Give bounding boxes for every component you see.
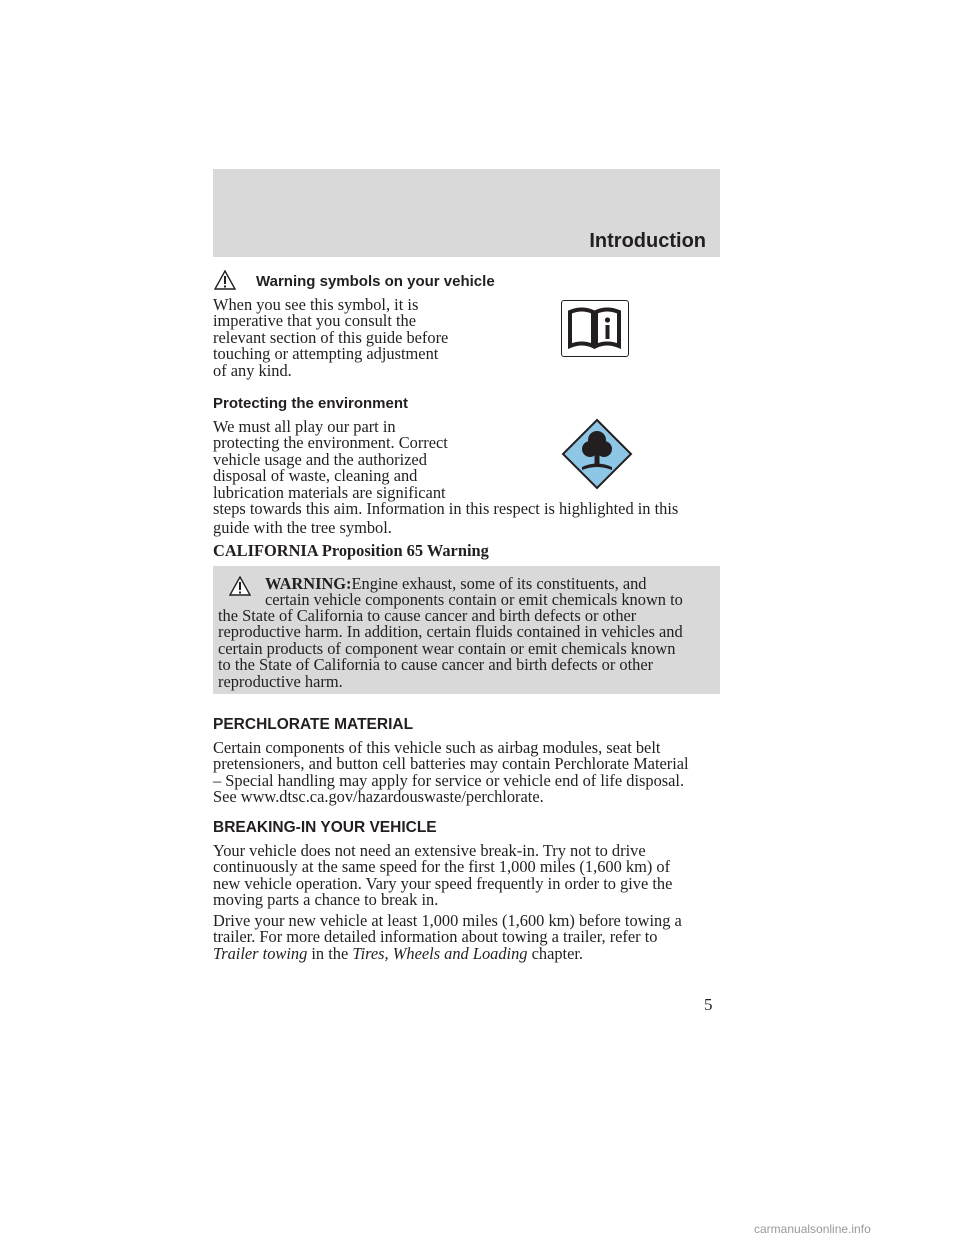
text-line-mixed — [213, 943, 720, 963]
text-line: certain vehicle components contain or emit chemicals known to — [265, 590, 683, 610]
text-line: of any kind. — [213, 360, 292, 380]
warning-triangle-icon — [229, 576, 251, 596]
tree-symbol-icon — [561, 418, 633, 490]
text-line: touching or attempting adjustment — [213, 344, 439, 364]
text-line: continuously at the same speed for the first 1,000 miles (1,600 km) of — [213, 857, 671, 877]
text-line: guide with the tree symbol. — [213, 518, 392, 538]
text-line: moving parts a chance to break in. — [213, 890, 439, 910]
section-header-band — [213, 169, 720, 257]
perchlorate-body — [213, 740, 720, 806]
warning-symbols-body — [213, 297, 483, 379]
text-line: Certain components of this vehicle such as airbag modules, seat belt — [213, 738, 661, 757]
text-line: lubrication materials are significant — [213, 482, 446, 502]
environment-heading: Protecting the environment — [213, 395, 409, 412]
text-line: new vehicle operation. Vary your speed frequently in order to give the — [213, 873, 673, 893]
california-heading: CALIFORNIA Proposition 65 Warning — [213, 541, 489, 560]
breaking-in-para2 — [213, 913, 720, 962]
breaking-in-para1 — [213, 843, 720, 909]
text-line: reproductive harm. In addition, certain fluids contained in vehicles and — [218, 622, 683, 642]
manual-book-icon — [561, 300, 629, 357]
text-line: vehicle usage and the authorized — [213, 449, 427, 469]
text-span: chapter. — [527, 943, 584, 963]
text-line: to the State of California to cause cancer and birth defects or other — [218, 655, 654, 675]
trailer-towing-ref: Trailer towing — [213, 943, 308, 963]
text-line: disposal of waste, cleaning and — [213, 466, 418, 486]
text-line: Your vehicle does not need an extensive break-in. Try not to drive — [213, 841, 646, 860]
text-span: in the — [307, 943, 353, 963]
text-line: the State of California to cause cancer and birth defects or other — [218, 606, 637, 625]
text-line: trailer. For more detailed information about towing a trailer, refer to — [213, 927, 658, 947]
page-number: 5 — [704, 995, 713, 1014]
text-line: See www.dtsc.ca.gov/hazardouswaste/perchlorate. — [213, 787, 544, 807]
text-line: Engine exhaust, some of its constituents, and — [351, 574, 647, 593]
warning-triangle-icon — [214, 270, 236, 290]
text-line: Drive your new vehicle at least 1,000 miles (1,600 km) before towing a — [213, 911, 682, 930]
text-line: steps towards this aim. Information in this respect is highlighted in this — [213, 499, 679, 519]
text-line: We must all play our part in — [213, 417, 396, 436]
text-line: protecting the environment. Correct — [213, 433, 448, 453]
text-line: imperative that you consult the — [213, 311, 417, 331]
text-line: When you see this symbol, it is — [213, 295, 419, 314]
watermark-text: carmanualsonline.info — [754, 1222, 871, 1236]
text-line: reproductive harm. — [218, 671, 343, 691]
text-line: – Special handling may apply for service or vehicle end of life disposal. — [213, 770, 685, 790]
breaking-in-heading: BREAKING-IN YOUR VEHICLE — [213, 819, 437, 836]
warning-symbols-heading: Warning symbols on your vehicle — [256, 273, 495, 290]
text-line: relevant section of this guide before — [213, 327, 449, 347]
warning-label: WARNING: — [265, 574, 352, 593]
environment-body — [213, 419, 720, 537]
california-warning-box — [213, 566, 720, 694]
perchlorate-heading: PERCHLORATE MATERIAL — [213, 716, 414, 733]
text-line: certain products of component wear contain or emit chemicals known — [218, 638, 676, 658]
chapter-ref: Tires, Wheels and Loading — [352, 943, 528, 963]
section-title: Introduction — [589, 230, 706, 252]
text-line: pretensioners, and button cell batteries may contain Perchlorate Material — [213, 754, 689, 774]
